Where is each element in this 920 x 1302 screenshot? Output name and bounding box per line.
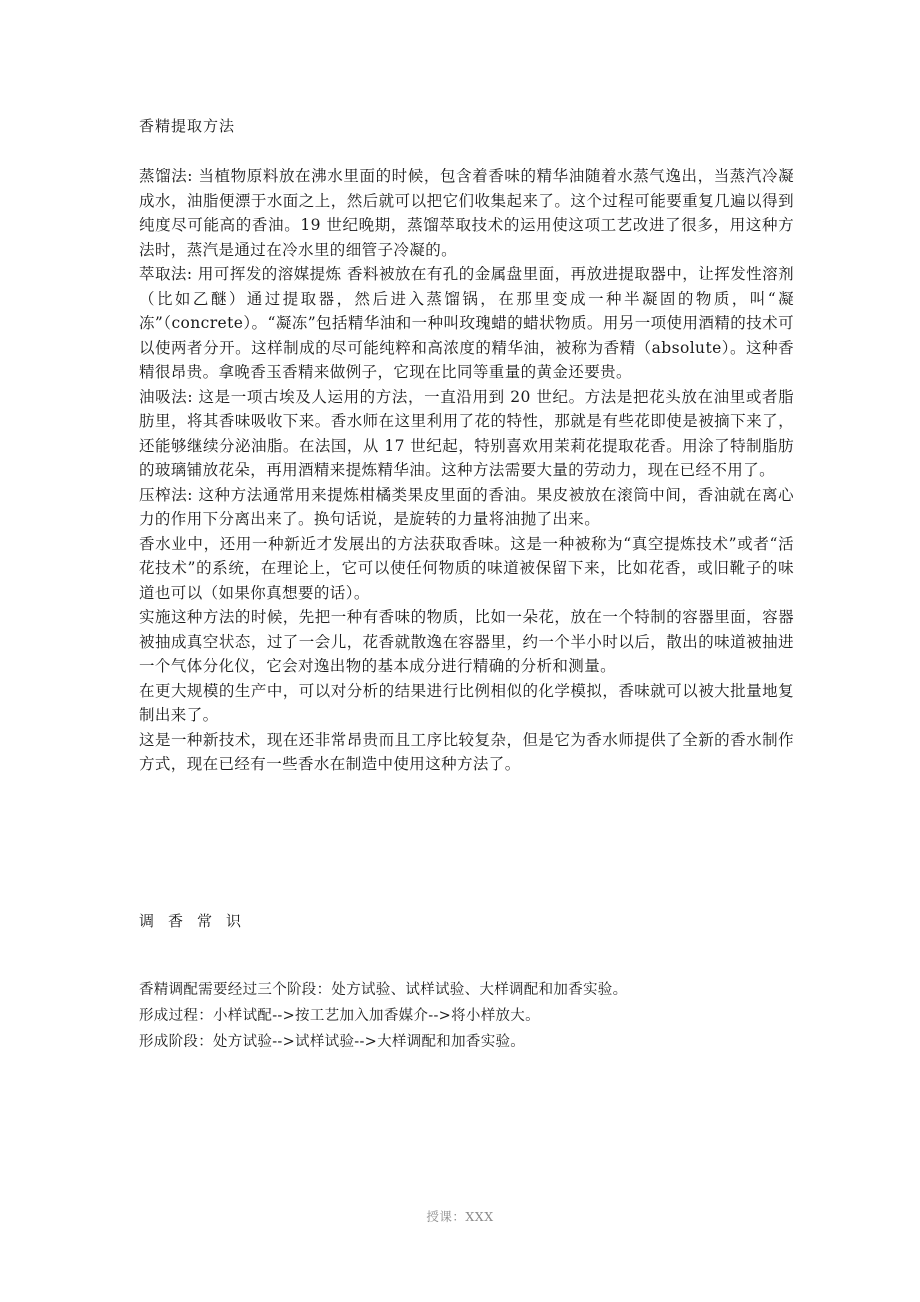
list-item-process: 形成过程：小样试配-->按工艺加入加香媒介-->将小样放大。 <box>139 1007 540 1024</box>
paragraph-extraction: 萃取法: 用可挥发的溶媒提炼 香料被放在有孔的金属盘里面，再放进提取器中，让挥发性溶剂（比如乙醚）通过提取器，然后进入蒸馏锅，在那里变成一种半凝固的物质，叫“凝冻”（concrete）。“凝冻”包括精华油和一种叫玫瑰蜡的蜡状物质。用另一项使用酒精的技术可以使两者分开。这样制成的尽可能纯粹和高浓度的精华油，被称为香精（absolute）。这种香精很昂贵。拿晚香玉香精来做例子，它现在比同等重量的黄金还要贵。 <box>139 265 794 381</box>
perfumery-basics-section <box>139 977 794 1055</box>
paragraph-headspace-intro: 香水业中，还用一种新近才发展出的方法获取香味。这是一种被称为“真空提炼技术”或者“活花技术”的系统，在理论上，它可以使任何物质的味道被保留下来，比如花香，或旧靴子的味道也可以（如果你真想要的话）。 <box>139 534 794 602</box>
extraction-methods-section <box>139 164 794 777</box>
document-title: 香精提取方法 <box>139 117 236 135</box>
section-heading-perfumery-basics: 调香常识 <box>139 911 256 930</box>
section-spacer <box>139 777 794 909</box>
paragraph-headspace-process: 实施这种方法的时候，先把一种有香味的物质，比如一朵花，放在一个特制的容器里面，容器被抽成真空状态，过了一会儿，花香就散逸在容器里，约一个半小时以后，散出的味道被抽进一个气体分化仪，它会对逸出物的基本成分进行精确的分析和测量。 <box>139 608 794 675</box>
list-item-phases: 形成阶段：处方试验-->试样试验-->大样调配和加香实验。 <box>139 1033 526 1050</box>
paragraph-enfleurage: 油吸法: 这是一项古埃及人运用的方法，一直沿用到 20 世纪。方法是把花头放在油里或者脂肪里，将其香味吸收下来。香水师在这里利用了花的特性，那就是有些花即使是被摘下来了，还能够继续分泌油脂。在法国，从 17 世纪起，特别喜欢用茉莉花提取花香。用涂了特制脂肪的玻璃铺放花朵，再用酒精来提炼精华油。这种方法需要大量的劳动力，现在已经不用了。 <box>139 387 794 479</box>
paragraph-new-technology: 这是一种新技术，现在还非常昂贵而且工序比较复杂，但是它为香水师提供了全新的香水制作方式，现在已经有一些香水在制造中使用这种方法了。 <box>139 730 794 773</box>
list-item-stages: 香精调配需要经过三个阶段：处方试验、试样试验、大样调配和加香实验。 <box>139 981 628 998</box>
paragraph-expression: 压榨法: 这种方法通常用来提炼柑橘类果皮里面的香油。果皮被放在滚筒中间，香油就在离心力的作用下分离出来了。换句话说，是旋转的力量将油抛了出来。 <box>139 485 794 528</box>
paragraph-mass-production: 在更大规模的生产中，可以对分析的结果进行比例相似的化学模拟，香味就可以被大批量地复制出来了。 <box>139 681 794 724</box>
page-footer: 授课：XXX <box>426 1209 494 1224</box>
document-body <box>139 114 794 1055</box>
paragraph-distillation: 蒸馏法: 当植物原料放在沸水里面的时候，包含着香味的精华油随着水蒸气逸出，当蒸汽冷凝成水，油脂便漂于水面之上，然后就可以把它们收集起来了。这个过程可能要重复几遍以得到纯度尽可能高的香油。19 世纪晚期，蒸馏萃取技术的运用使这项工艺改进了很多，用这种方法时，蒸汽是通过在冷水里的细管子冷凝的。 <box>139 167 794 259</box>
